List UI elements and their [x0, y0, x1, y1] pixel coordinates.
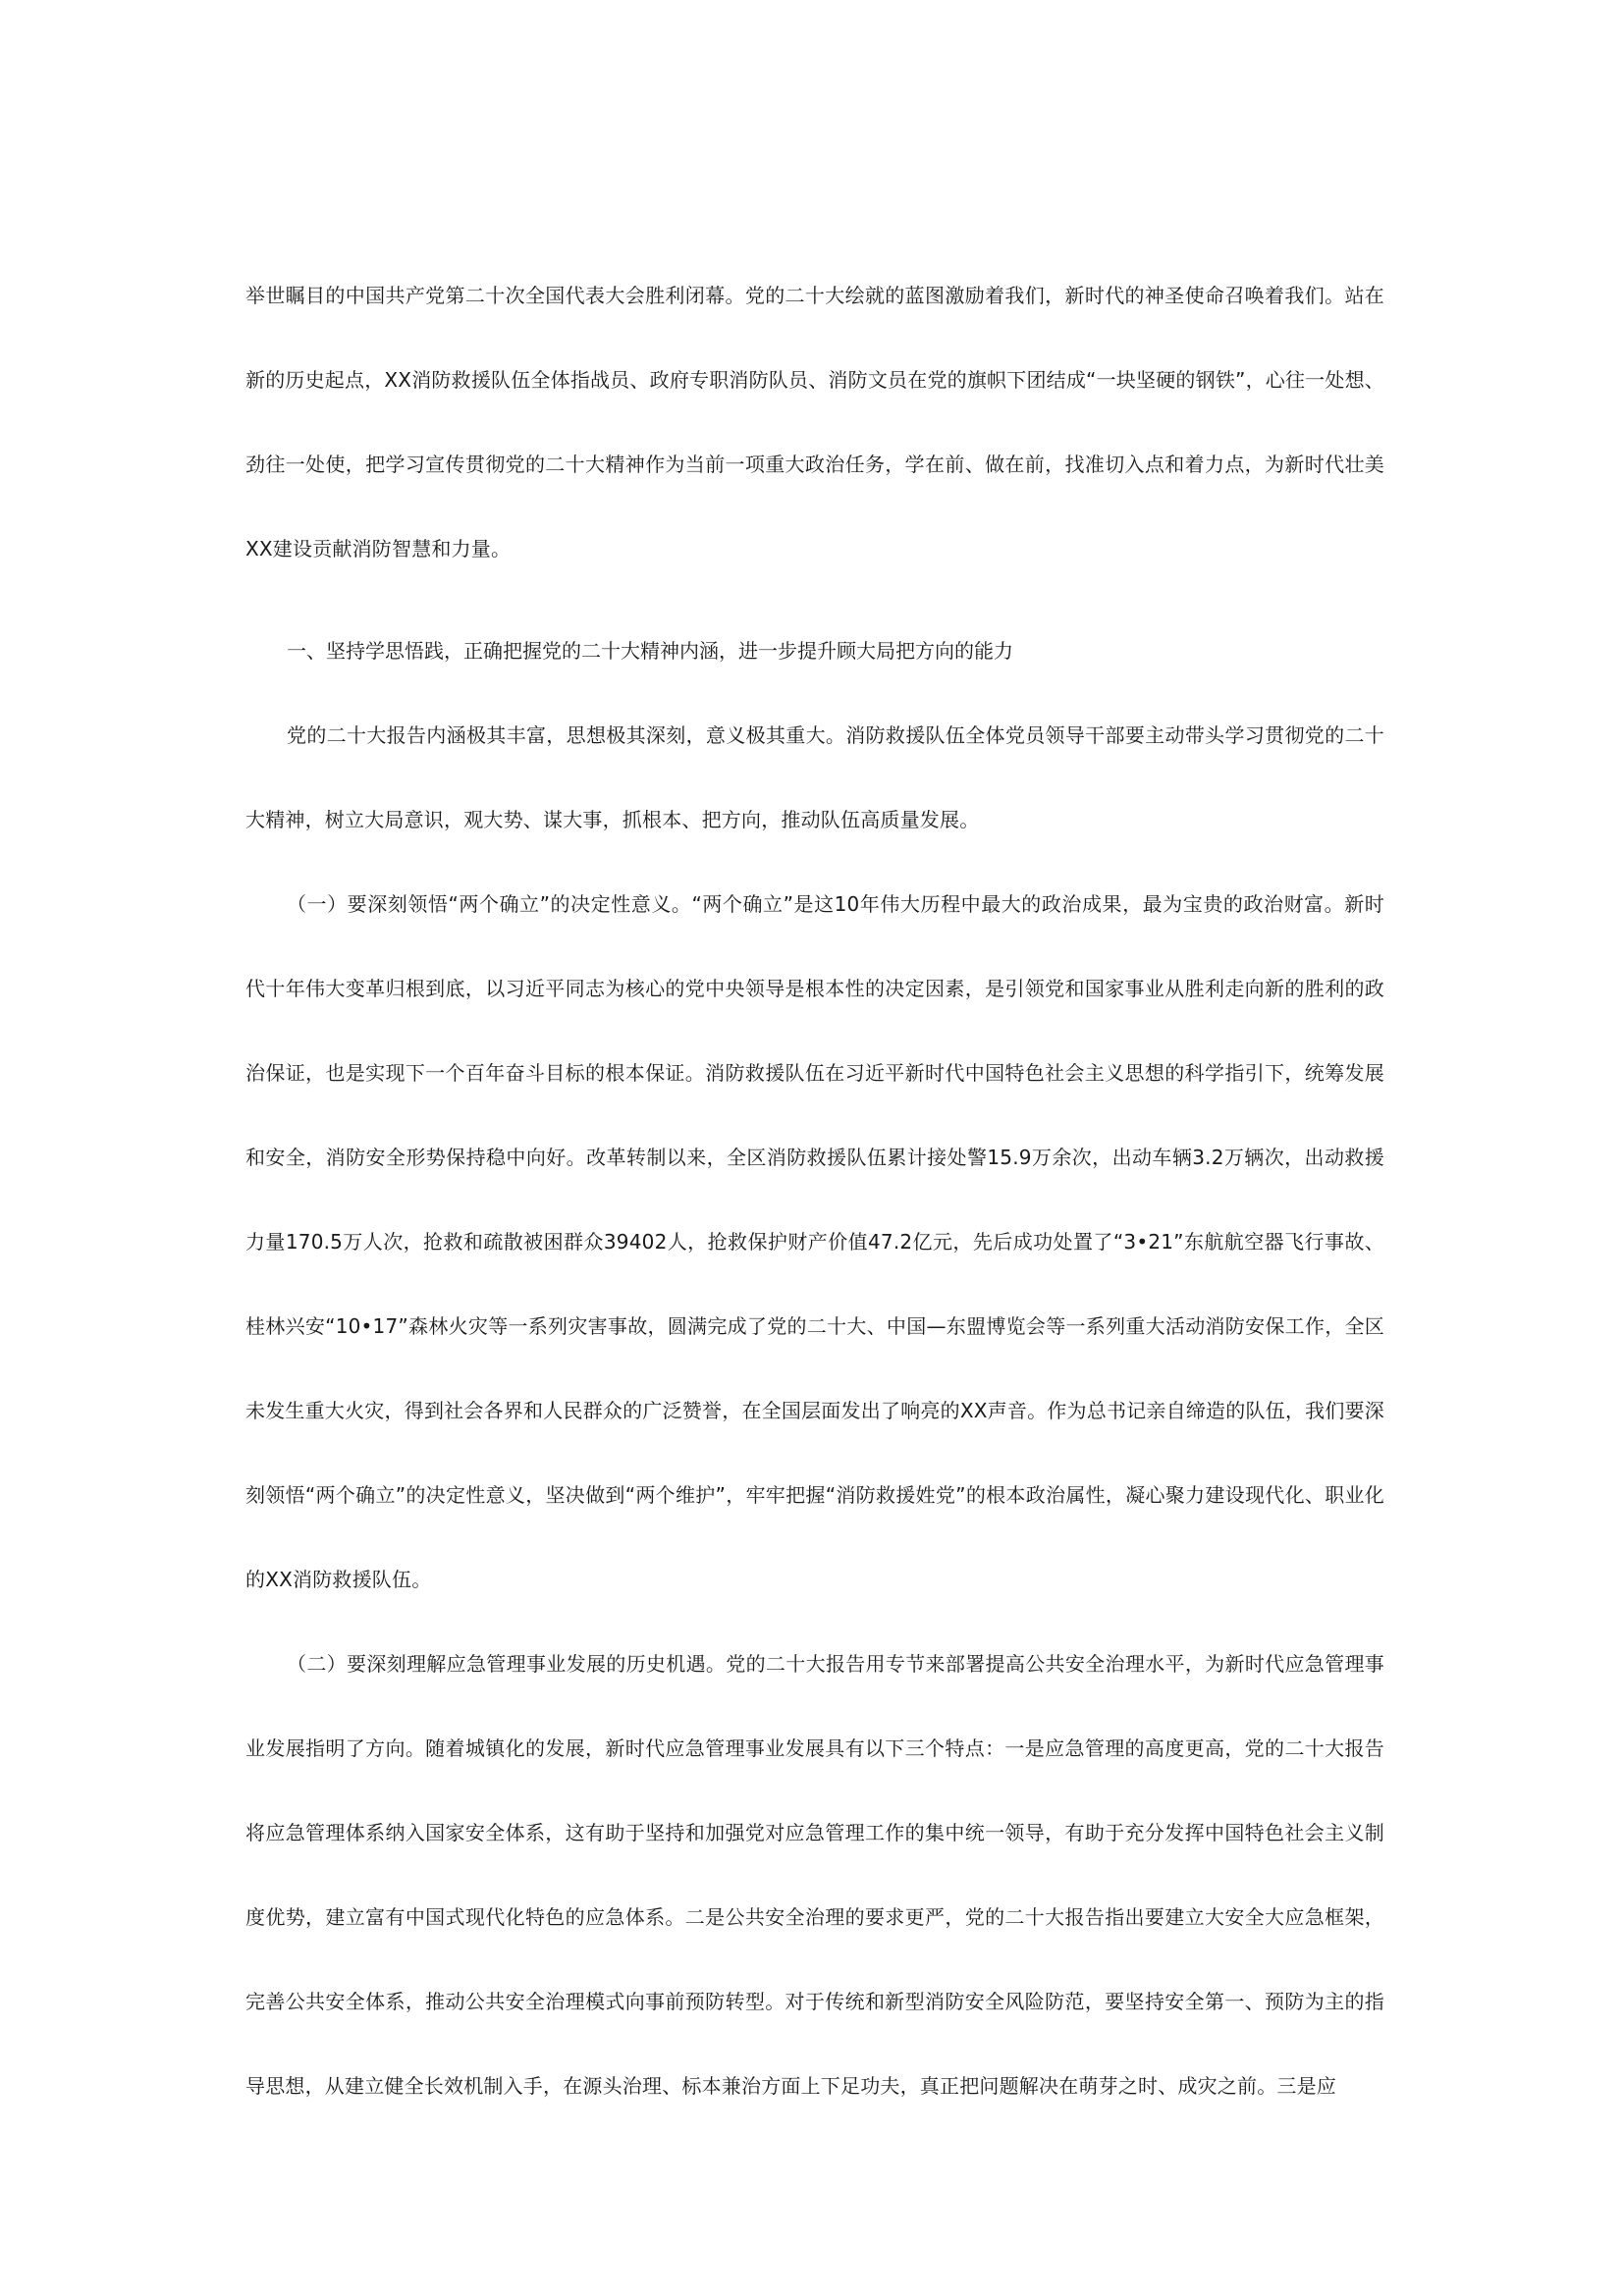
section-intro-paragraph: 党的二十大报告内涵极其丰富，思想极其深刻，意义极其重大。消防救援队伍全体党员领导干部要主动带头学习贯彻党的二十大精神，树立大局意识，观大势、谋大事，抓根本、把方向，推动队伍高质量发展。 [245, 723, 1384, 831]
body-paragraph: （二）要深刻理解应急管理事业发展的历史机遇。党的二十大报告用专节来部署提高公共安全治理水平，为新时代应急管理事业发展指明了方向。随着城镇化的发展，新时代应急管理事业发展具有以下三个特点：一是应急管理的高度更高，党的二十大报告将应急管理体系纳入国家安全体系，这有助于坚持和加强党对应急管理工作的集中统一领导，有助于充分发挥中国特色社会主义制度优势，建立富有中国式现代化特色的应急体系。二是公共安全治理的要求更严，党的二十大报告指出要建立大安全大应急框架，完善公共安全体系，推动公共安全治理模式向事前预防转型。对于传统和新型消防安全风险防范，要坚持安全第一、预防为主的指导思想，从建立健全长效机制入手，在源头治理、标本兼治方面上下足功夫，真正把问题解决在萌芽之时、成灾之前。三是应 [245, 1652, 1384, 2098]
document-page [245, 253, 1384, 2128]
intro-paragraph: 举世瞩目的中国共产党第二十次全国代表大会胜利闭幕。党的二十大绘就的蓝图激励着我们，新时代的神圣使命召唤着我们。站在新的历史起点，XX消防救援队伍全体指战员、政府专职消防队员、消防文员在党的旗帜下团结成“一块坚硬的钢铁”，心往一处想、劲往一处使，把学习宣传贯彻党的二十大精神作为当前一项重大政治任务，学在前、做在前，找准切入点和着力点，为新时代壮美XX建设贡献消防智慧和力量。 [245, 284, 1384, 561]
section-heading: 一、坚持学思悟践，正确把握党的二十大精神内涵，进一步提升顾大局把方向的能力 [287, 639, 1013, 663]
body-paragraph: （一）要深刻领悟“两个确立”的决定性意义。“两个确立”是这10年伟大历程中最大的政治成果，最为宝贵的政治财富。新时代十年伟大变革归根到底，以习近平同志为核心的党中央领导是根本性的决定因素，是引领党和国家事业从胜利走向新的胜利的政治保证，也是实现下一个百年奋斗目标的根本保证。消防救援队伍在习近平新时代中国特色社会主义思想的科学指引下，统筹发展和安全，消防安全形势保持稳中向好。改革转制以来，全区消防救援队伍累计接处警15.9万余次，出动车辆3.2万辆次，出动救援力量170.5万人次，抢救和疏散被困群众39402人，抢救保护财产价值47.2亿元，先后成功处置了“3•21”东航航空器飞行事故、桂林兴安“10•17”森林火灾等一系列灾害事故，圆满完成了党的二十大、中国—东盟博览会等一系列重大活动消防安保工作，全区未发生重大火灾，得到社会各界和人民群众的广泛赞誉，在全国层面发出了响亮的XX声音。作为总书记亲自缔造的队伍，我们要深刻领悟“两个确立”的决定性意义，坚决做到“两个维护”，牢牢把握“消防救援姓党”的根本政治属性，凝心聚力建设现代化、职业化的XX消防救援队伍。 [245, 892, 1384, 1591]
